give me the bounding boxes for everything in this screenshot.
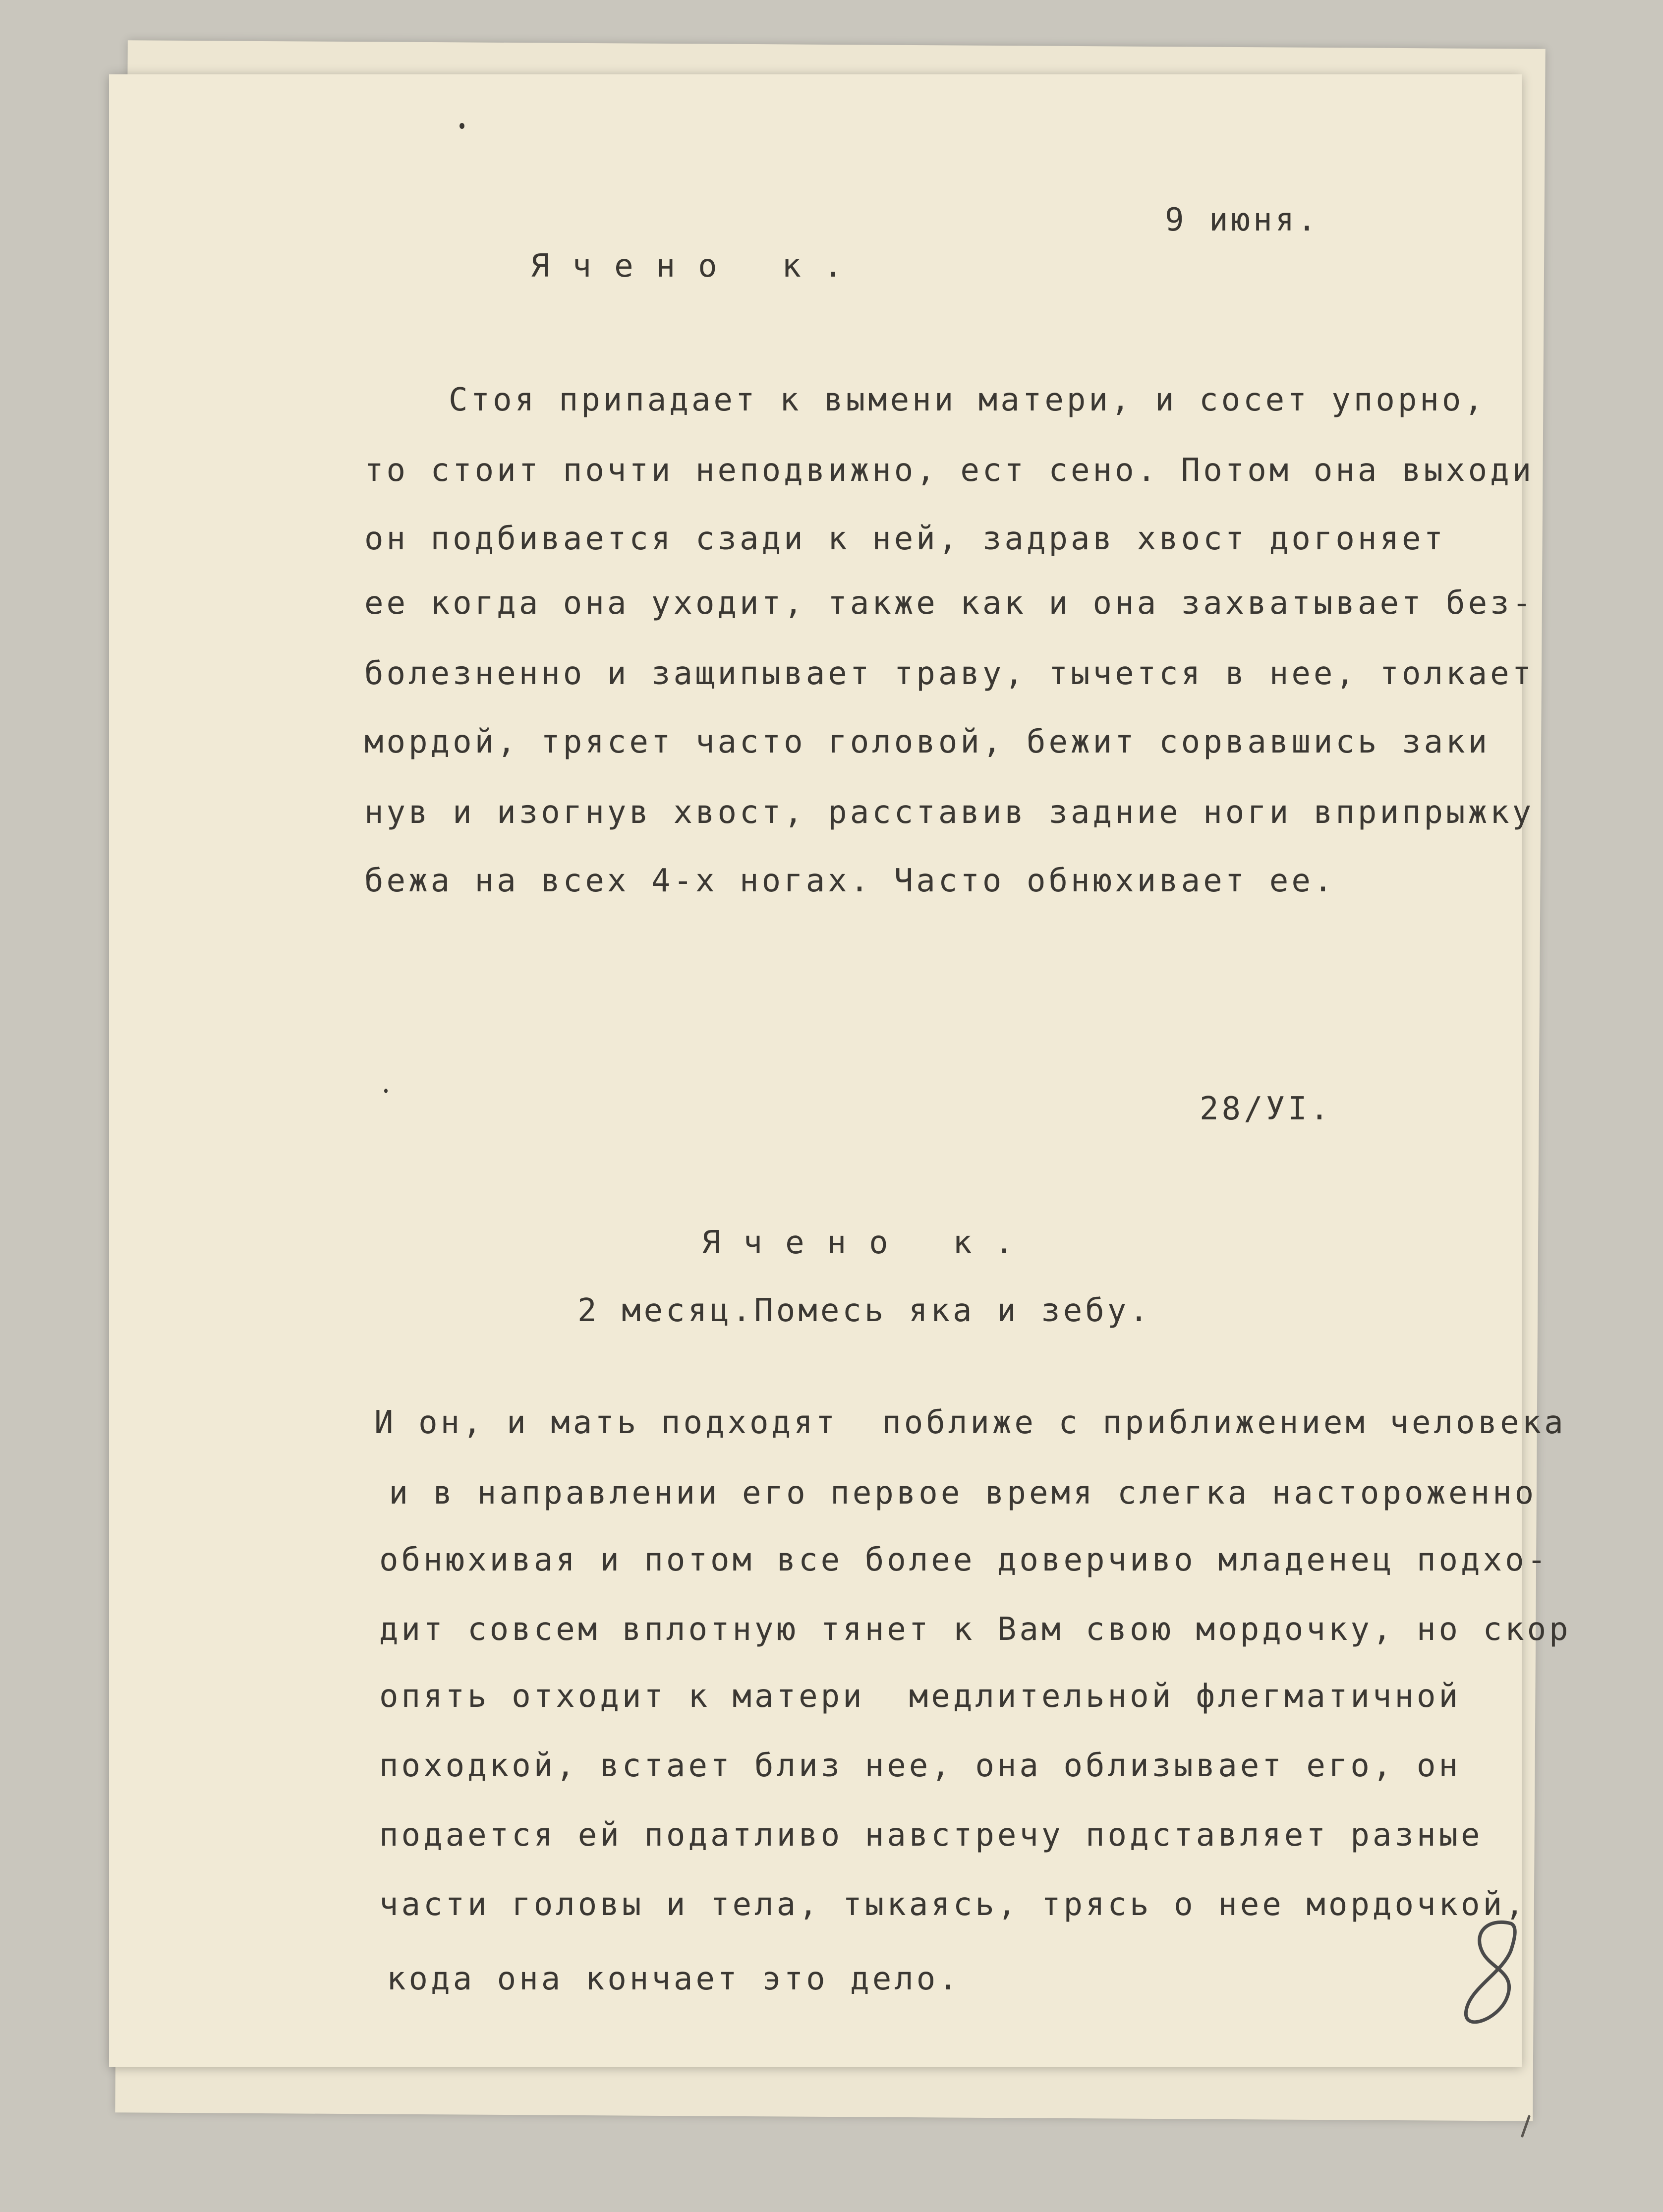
ink-dot xyxy=(459,123,464,129)
entry1-line: бежа на всех 4-х ногах. Часто обнюхивает ее. xyxy=(364,863,1336,899)
entry2-subheading: 2 месяц.Помесь яка и зебу. xyxy=(577,1292,1151,1329)
entry2-line: опять отходит к матери медлительной флегматичной xyxy=(379,1678,1461,1715)
handwritten-page-number xyxy=(1452,1914,1532,2042)
entry2-line: кода она кончает это дело. xyxy=(387,1961,961,1997)
entry2-line: обнюхивая и потом все более доверчиво младенец подхо- xyxy=(379,1542,1549,1578)
entry1-line: он подбивается сзади к ней, задрав хвост догоняет xyxy=(364,521,1446,557)
typewritten-page xyxy=(109,74,1571,2067)
entry1-line: Стоя припадает к вымени матери, и сосет упорно, xyxy=(449,382,1486,418)
entry1-line: нув и изогнув хвост, расставив задние ноги вприпрыжку xyxy=(364,794,1535,831)
entry1-line: болезненно и защипывает траву, тычется в нее, толкает xyxy=(364,655,1535,692)
entry2-line: и в направлении его первое время слегка настороженно xyxy=(367,1475,1537,1512)
entry1-date: 9 июня. xyxy=(1165,202,1319,238)
entry2-line: подается ей податливо навстречу подставляет разные xyxy=(379,1817,1483,1854)
entry1-line: то стоит почти неподвижно, ест сено. Потом она выходи xyxy=(364,452,1535,489)
entry2-line: И он, и мать подходят поближе с приближением человека xyxy=(374,1404,1566,1441)
entry2-line: походкой, встает близ нее, она облизывает его, он xyxy=(379,1747,1461,1784)
entry2-date: 28/УI. xyxy=(1200,1091,1332,1127)
entry1-line: ее когда она уходит, также как и она захватывает без- xyxy=(364,585,1535,622)
ink-dot xyxy=(384,1089,388,1093)
entry2-heading: Ячено к. xyxy=(701,1224,1037,1261)
pencil-mark xyxy=(1518,2114,1533,2139)
entry2-line: части головы и тела, тыкаясь, трясь о нее мордочкой, xyxy=(379,1886,1527,1923)
entry2-line: дит совсем вплотную тянет к Вам свою мордочку, но скор xyxy=(379,1611,1571,1648)
entry1-line: мордой, трясет часто головой, бежит сорвавшись заки xyxy=(364,724,1491,760)
entry1-heading: Ячено к. xyxy=(530,248,866,285)
